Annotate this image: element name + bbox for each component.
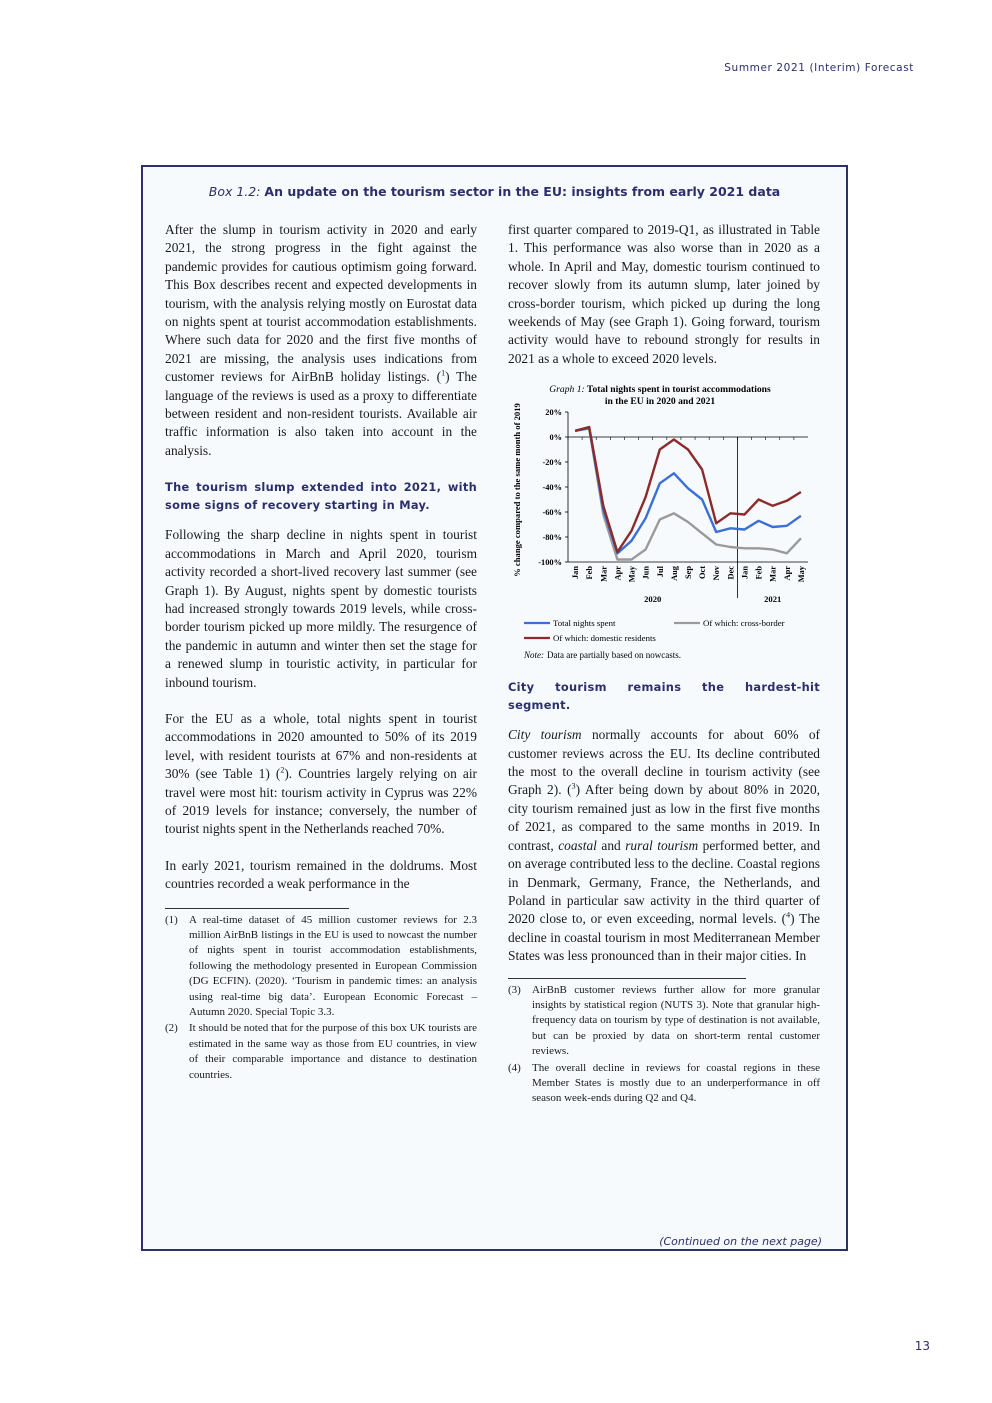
chart-note-label: Note: xyxy=(524,650,544,661)
chart-legend xyxy=(524,618,785,643)
subheading-city-tourism: City tourism remains the hardest-hit segment. xyxy=(508,680,820,713)
footnote-mark: (2) xyxy=(165,1022,178,1035)
x-tick-label: Feb xyxy=(754,566,764,580)
right-paragraph-1: first quarter compared to 2019-Q1, as illustrated in Table 1. This performance was also worse than in 2020 as a whole. In April and May, domestic tourism continued to recover slowly from its autumn slump, later joined by cross-border tourism, which picked up during the long weekends of May (see Graph 1). Going forward, tourism activity would have to rebound strongly for results in 2021 as a whole to exceed 2020 levels. xyxy=(508,222,820,366)
footnote-text: It should be noted that for the purpose of this box UK tourists are estimated in the same way as those from EU countries, in view of their comparable importance and distance to destination countries. xyxy=(189,1022,477,1081)
y-tick-label: -100% xyxy=(538,558,562,568)
plot-area xyxy=(538,408,808,604)
x-tick-label: Jan xyxy=(571,566,581,580)
y-tick-label: -40% xyxy=(542,483,562,493)
box-heading: An update on the tourism sector in the EU: insights from early 2021 data xyxy=(264,184,781,199)
left-column xyxy=(165,221,477,1084)
chart-note-text: Data are partially based on nowcasts. xyxy=(547,650,681,661)
footnote-text: The overall decline in reviews for coastal regions in these Member States is mostly due to an underperformance in off season week-ends during Q2 and Q4. xyxy=(532,1061,820,1105)
chart-title-line-1: Graph 1: Total nights spent in tourist accommodations xyxy=(549,384,771,396)
legend-label: Of which: domestic residents xyxy=(553,633,656,644)
x-tick-label: May xyxy=(796,566,806,583)
page-number: 13 xyxy=(914,1339,930,1353)
x-tick-label: Apr xyxy=(613,566,623,581)
x-tick-label: Mar xyxy=(768,566,778,583)
chart-note xyxy=(523,650,681,660)
left-paragraph-3: For the EU as a whole, total nights spent in tourist accommodations in 2020 amounted to 50% of its 2019 level, with resident tourists at 67% and non-residents at 30% (see Table 1) ($^2$). Countries largely relying on air travel were most hit: tourism activity in Cyprus was 22% of 2019 levels for instance; conversely, the number of tourist nights spent in the Netherlands reached 70%. xyxy=(165,710,477,837)
series-line-of-which-cross-border xyxy=(575,429,801,560)
y-tick-label: 20% xyxy=(545,408,562,418)
x-tick-label: May xyxy=(627,566,637,583)
legend-label: Total nights spent xyxy=(553,618,616,629)
legend-label: Of which: cross-border xyxy=(703,618,785,629)
footnote-ref-4[interactable]: 4 xyxy=(786,910,791,920)
x-tick-label: Nov xyxy=(712,566,722,581)
chart-title-label: Graph 1: xyxy=(549,384,585,396)
footnote-divider xyxy=(508,978,746,979)
footnote-4 xyxy=(508,1061,820,1107)
footnote-mark: (4) xyxy=(508,1061,521,1074)
x-tick-label: Sep xyxy=(684,566,693,580)
right-column xyxy=(508,221,820,1108)
footnote-ref-1[interactable]: 1 xyxy=(441,368,446,378)
y-tick-label: -80% xyxy=(542,533,562,543)
graph-1-svg xyxy=(508,378,820,678)
footnote-1 xyxy=(165,913,477,1021)
x-tick-label: Jul xyxy=(655,566,665,578)
footnote-text: AirBnB customer reviews further allow for more granular insights by statistical region (NUTS 3). Note that granular high-frequency data on tourism by type of destination is not available, but can be proxied by data on short-term rental customer reviews. xyxy=(532,983,820,1058)
x-tick-label: Jun xyxy=(641,566,651,580)
footnote-ref-3[interactable]: 3 xyxy=(571,782,576,791)
running-header: Summer 2021 (Interim) Forecast xyxy=(724,62,914,74)
left-paragraph-2: Following the sharp decline in nights spent in tourist accommodations in March and April 2020, tourism activity recorded a short-lived recovery last summer (see Graph 1). By August, nights spent by domestic tourists had increased strongly towards 2019 levels, while cross-border tourism picked up more mildly. The resurgence of the pandemic in autumn and winter then set the stage for a renewed slump in touristic activity, in particular for inbound tourism. xyxy=(165,527,477,690)
x-tick-label: Mar xyxy=(599,566,609,583)
y-axis-label: % change compared to the same month of 2019 xyxy=(512,403,522,578)
footnote-mark: (3) xyxy=(508,983,521,996)
right-paragraph-2: City tourism normally accounts for about 60% of customer reviews across the EU. Its decline contributed the most to the overall decline in tourism activity (see Graph 2). ($^3$) After being down by about 80% in 2020, city tourism remained just as low in the first five months of 2021, as compared to the same months in 2019. In contrast, coastal and rural tourism performed better, and on average contributed less to the decline. Coastal regions in Denmark, Germany, France, the Netherlands, and Poland in particular saw activity in the third quarter of 2020 close to, or even exceeding, normal levels. ($^4$) The decline in coastal tourism in most Mediterranean Member States was less pronounced than in their major cities. In xyxy=(508,727,821,964)
x-tick-label: Apr xyxy=(782,566,792,581)
box-title xyxy=(143,184,846,199)
footnote-divider xyxy=(165,908,349,909)
x-tick-label: Oct xyxy=(698,566,708,580)
x-tick-label: Feb xyxy=(585,566,595,580)
year-label-2020: 2020 xyxy=(644,594,662,605)
footnote-ref-2[interactable]: 2 xyxy=(280,765,285,775)
footnote-3 xyxy=(508,983,820,1060)
footnote-text: A real-time dataset of 45 million customer reviews for 2.3 million AirBnB listings in the EU is used to nowcast the number of nights spent in tourist accommodation establishments, following the methodology presented in European Commission (DG ECFIN). (2020). ‘Tourism in pandemic times: an analysis using real-time big data’. European Economic Forecast – Autumn 2020. Special Topic 3.3. xyxy=(189,913,477,1019)
y-tick-label: -60% xyxy=(542,508,562,518)
box-label: Box 1.2: xyxy=(208,184,261,199)
footnote-mark: (1) xyxy=(165,913,178,926)
box-panel xyxy=(141,165,848,1251)
graph-1 xyxy=(508,378,820,678)
x-tick-label: Jan xyxy=(740,566,750,580)
x-tick-label: Dec xyxy=(726,566,736,580)
continued-note: (Continued on the next page) xyxy=(659,1235,822,1248)
left-paragraph-1: After the slump in tourism activity in 2020 and early 2021, the strong progress in the fight against the pandemic provides for cautious optimism going forward. This Box describes recent and expected developments in tourism, with the analysis relying mostly on Eurostat data on nights spent at tourist accommodation establishments. Where such data for 2020 and the first five months of 2021 are missing, the analysis uses indications from customer reviews for AirBnB holiday listings. ($^1$) The language of the reviews is used as a proxy to differentiate between resident and non-resident tourists. Available air traffic information is also taken into account in the analysis. xyxy=(165,222,477,458)
footnote-2 xyxy=(165,1021,477,1083)
x-tick-label: Aug xyxy=(669,566,679,582)
subheading-tourism-slump: The tourism slump extended into 2021, with some signs of recovery starting in May. xyxy=(165,480,477,513)
y-tick-label: 0% xyxy=(549,433,562,443)
left-paragraph-4: In early 2021, tourism remained in the doldrums. Most countries recorded a weak performance in the xyxy=(165,857,477,892)
chart-title-line-2: in the EU in 2020 and 2021 xyxy=(604,396,716,408)
y-tick-label: -20% xyxy=(542,458,562,468)
year-label-2021: 2021 xyxy=(764,594,782,605)
